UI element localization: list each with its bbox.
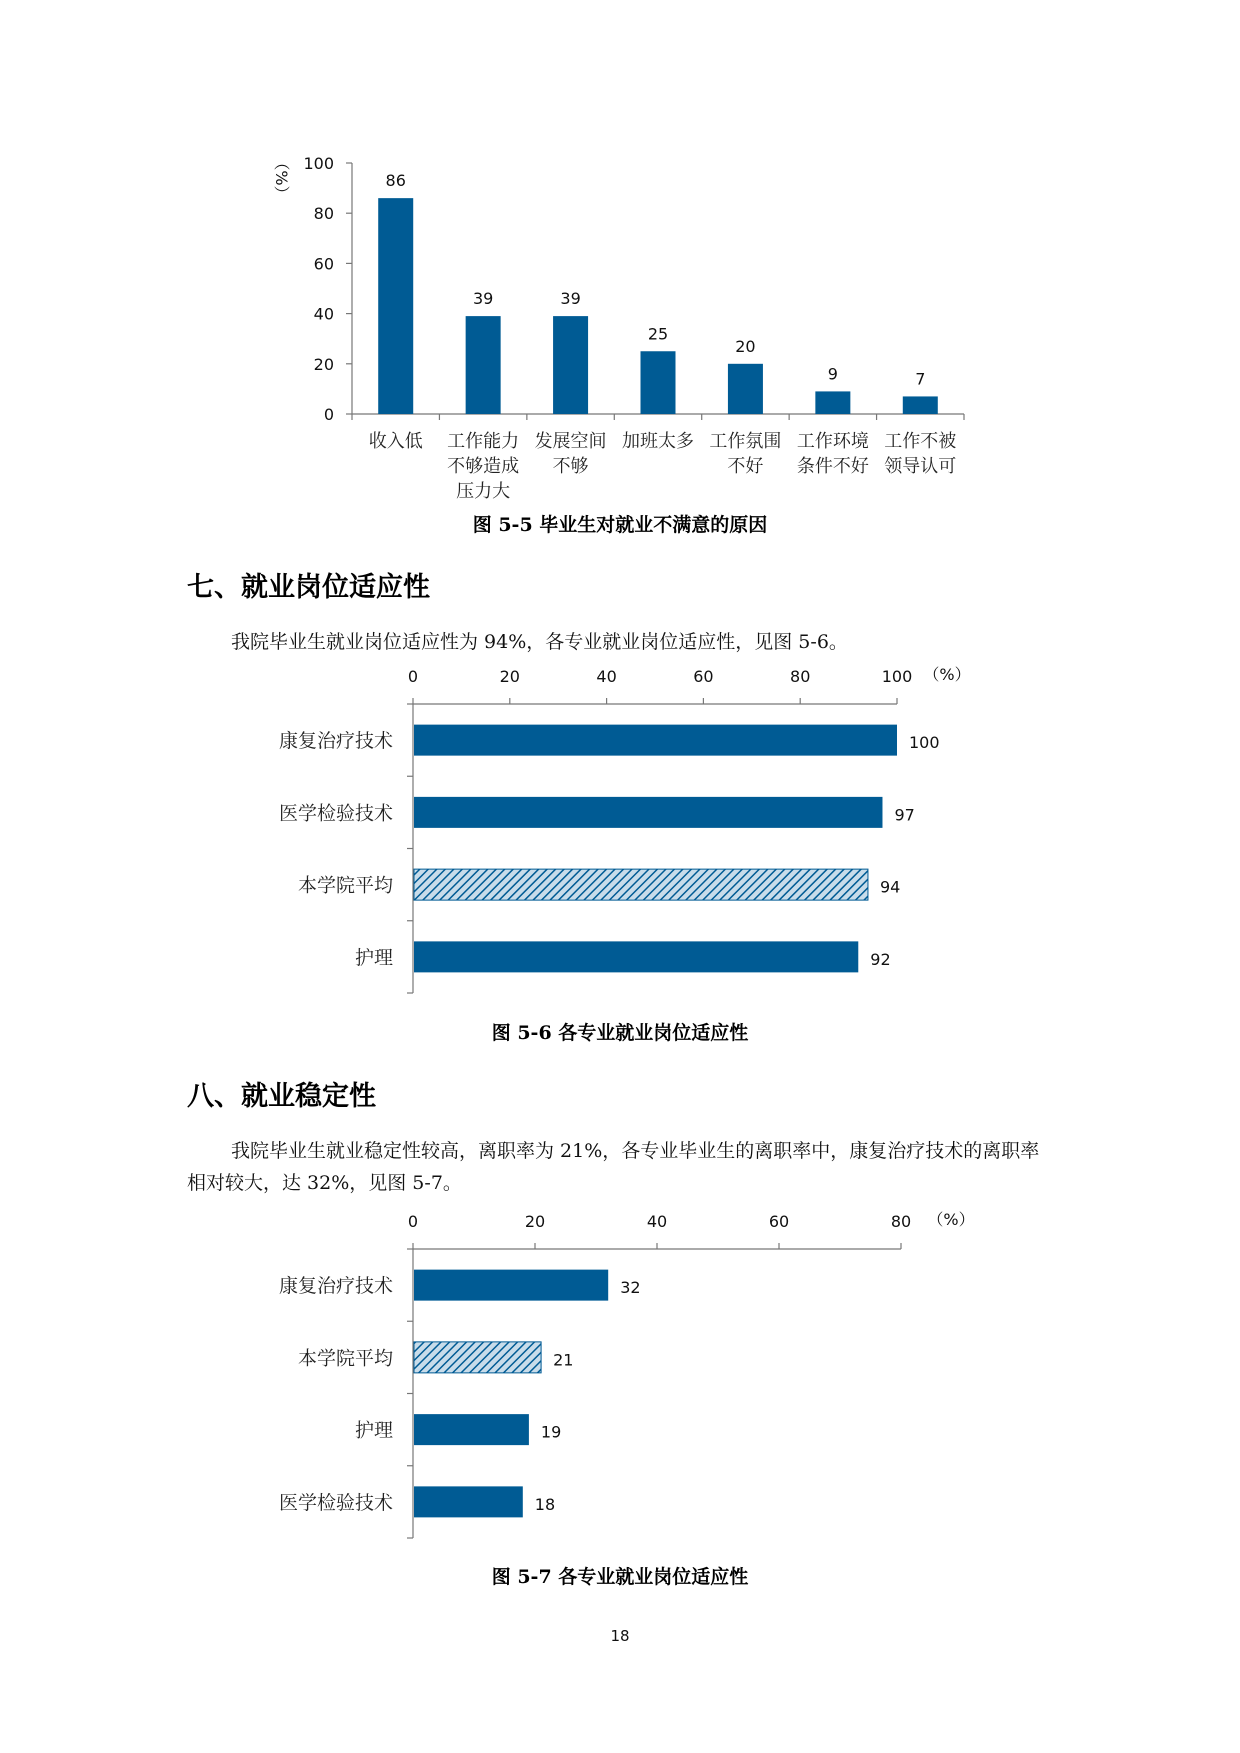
x-tick-label: 80: [890, 1212, 912, 1231]
bar: [414, 725, 897, 756]
x-tick-label: 0: [407, 667, 419, 686]
category-label: 发展空间: [534, 431, 607, 452]
bar: [414, 1270, 608, 1301]
category-label: 领导认可: [884, 456, 957, 477]
data-label: 20: [735, 336, 756, 356]
paragraph-section-8: 我院毕业生就业稳定性较高，离职率为 21%，各专业毕业生的离职率中，康复治疗技术的离职率相对较大，达 32%，见图 5-7。: [187, 1140, 1040, 1194]
data-label: 100: [909, 733, 940, 753]
category-label: 医学检验技术: [278, 1491, 393, 1514]
data-label: 39: [472, 289, 494, 309]
y-tick-label: 20: [313, 354, 334, 374]
data-label: 7: [915, 369, 926, 389]
y-tick-label: 100: [303, 154, 334, 173]
data-label: 32: [620, 1278, 641, 1298]
category-label: 本学院平均: [297, 874, 393, 897]
data-label: 18: [534, 1494, 556, 1514]
category-label: 加班太多: [622, 431, 694, 452]
data-label: 97: [894, 805, 915, 825]
chart-5-6: [0, 660, 1240, 1020]
bar: [815, 391, 850, 414]
x-axis-unit: （%）: [923, 665, 971, 684]
bar: [414, 941, 858, 972]
bar: [641, 351, 676, 414]
category-label: 条件不好: [796, 456, 869, 477]
caption-5-6: 图 5-6 各专业就业岗位适应性: [491, 1022, 749, 1044]
category-label: 本学院平均: [297, 1347, 393, 1370]
category-label: 康复治疗技术: [278, 730, 393, 753]
category-label: 医学检验技术: [278, 802, 393, 825]
data-label: 92: [870, 949, 891, 969]
heading-section-8: 八、就业稳定性: [187, 1081, 376, 1112]
chart-5-7: [0, 1205, 1240, 1565]
bar: [728, 364, 763, 414]
category-label: 工作环境: [796, 431, 869, 452]
heading-section-7: 七、就业岗位适应性: [187, 572, 430, 603]
bar: [378, 198, 413, 414]
x-tick-label: 20: [499, 667, 520, 686]
x-tick-label: 60: [768, 1212, 790, 1231]
bar: [553, 316, 588, 414]
category-label: 工作氛围: [709, 431, 782, 452]
page-number: 18: [610, 1627, 630, 1645]
data-label: 86: [385, 171, 406, 191]
category-label: 工作不被: [884, 431, 957, 452]
bar: [466, 316, 501, 414]
data-label: 21: [553, 1350, 574, 1370]
bar: [414, 1414, 529, 1445]
x-tick-label: 60: [693, 667, 714, 686]
y-tick-label: 60: [313, 254, 334, 274]
x-tick-label: 40: [596, 667, 617, 686]
x-tick-label: 100: [881, 667, 913, 686]
bar: [414, 1486, 523, 1517]
bar: [903, 396, 938, 414]
x-tick-label: 0: [407, 1212, 419, 1231]
category-label: 不好: [727, 456, 764, 477]
category-label: 护理: [354, 946, 393, 969]
bar-highlight: [414, 1342, 541, 1373]
y-tick-label: 40: [313, 304, 334, 324]
x-tick-label: 80: [790, 667, 811, 686]
caption-5-5: 图 5-5 毕业生对就业不满意的原因: [472, 514, 768, 536]
data-label: 19: [540, 1422, 562, 1442]
caption-5-7: 图 5-7 各专业就业岗位适应性: [491, 1566, 749, 1588]
bar: [414, 797, 882, 828]
data-label: 25: [647, 324, 669, 344]
y-tick-label: 0: [323, 405, 334, 424]
x-axis-unit: （%）: [927, 1210, 975, 1229]
category-label: 工作能力: [447, 431, 520, 452]
x-tick-label: 20: [524, 1212, 546, 1231]
category-label: 不够: [552, 456, 589, 477]
category-label: 收入低: [368, 431, 423, 452]
category-label: 不够造成: [447, 456, 520, 477]
y-tick-label: 80: [313, 204, 334, 224]
data-label: 94: [879, 877, 901, 897]
category-label: 护理: [354, 1419, 393, 1442]
data-label: 9: [827, 364, 838, 384]
category-label: 压力大: [456, 481, 511, 502]
x-tick-label: 40: [646, 1212, 668, 1231]
data-label: 39: [560, 289, 581, 309]
y-axis-unit: （%）: [272, 154, 291, 202]
paragraph-section-7: 我院毕业生就业岗位适应性为 94%，各专业就业岗位适应性，见图 5-6。: [231, 631, 848, 653]
category-label: 康复治疗技术: [278, 1275, 393, 1298]
chart-5-5: [0, 0, 1240, 520]
bar-highlight: [414, 869, 868, 900]
